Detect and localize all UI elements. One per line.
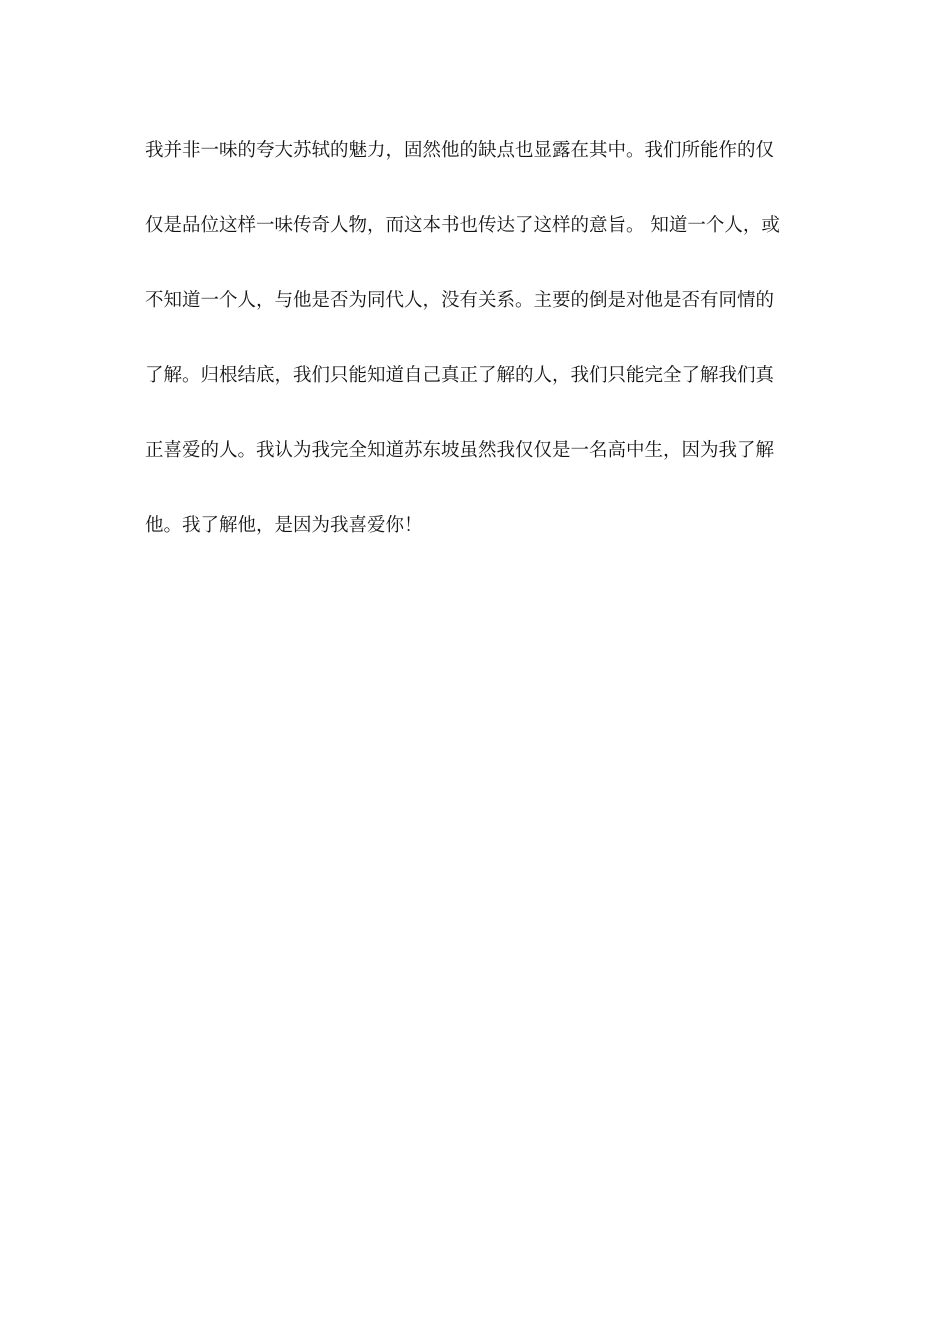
text-line: 我并非一味的夸大苏轼的魅力，固然他的缺点也显露在其中。我们所能作的仅 — [145, 140, 775, 161]
text-line: 不知道一个人，与他是否为同代人，没有关系。主要的倒是对他是否有同情的 — [145, 290, 775, 311]
essay-paragraph — [145, 133, 815, 583]
text-line: 正喜爱的人。我认为我完全知道苏东坡虽然我仅仅是一名高中生，因为我了解 — [145, 440, 775, 461]
text-line: 他。我了解他，是因为我喜爱你！ — [145, 515, 423, 536]
text-line: 了解。归根结底，我们只能知道自己真正了解的人，我们只能完全了解我们真 — [145, 365, 775, 386]
text-line: 仅是品位这样一味传奇人物，而这本书也传达了这样的意旨。 知道一个人，或 — [145, 215, 780, 236]
